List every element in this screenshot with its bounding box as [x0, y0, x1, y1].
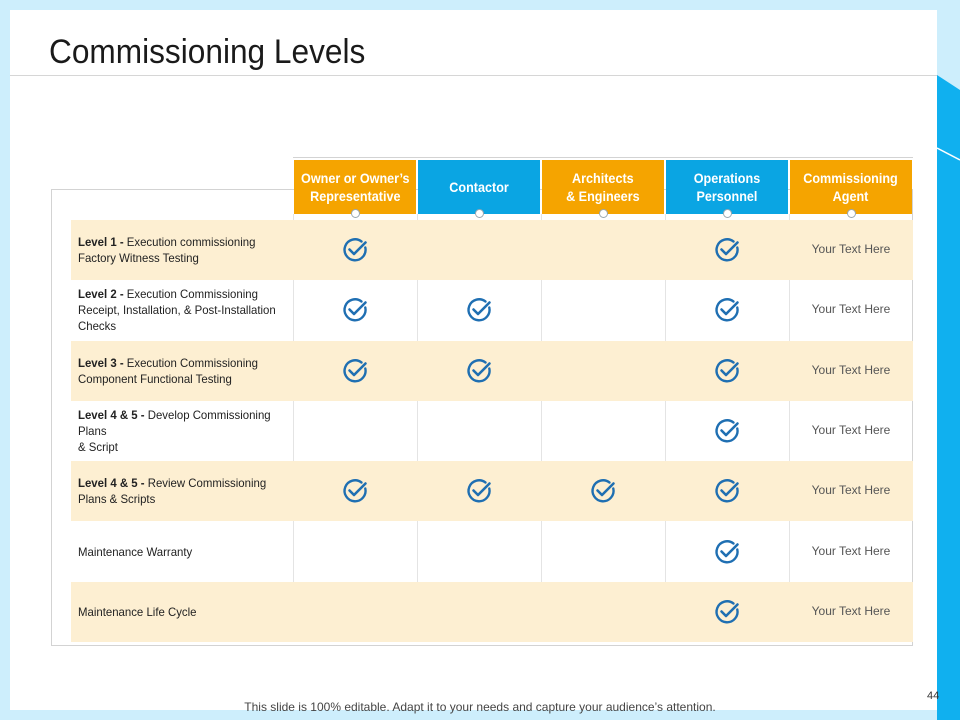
header-connector-dot: [599, 209, 608, 218]
check-icon: [713, 296, 741, 324]
column-header-architects: [542, 160, 664, 214]
check-icon: [713, 417, 741, 445]
column-header-line: Operations: [693, 170, 761, 186]
row-label: [78, 341, 288, 401]
header-top-rule: [293, 157, 913, 158]
column-header-line: Commissioning: [803, 170, 899, 186]
header-connector-dot: [723, 209, 732, 218]
check-icon: [465, 477, 493, 505]
check-icon: [341, 236, 369, 264]
row-label: [78, 461, 288, 521]
check-icon: [713, 357, 741, 385]
row-level-label: Level 4 & 5 -: [78, 476, 148, 491]
agent-cell-text: Your Text Here: [811, 603, 891, 618]
page-title: Commissioning Levels: [49, 33, 366, 71]
decorative-side-band: [937, 0, 960, 720]
check-icon: [713, 598, 741, 626]
row-label: [78, 280, 288, 340]
check-icon: [341, 357, 369, 385]
column-header-line: & Engineers: [566, 188, 640, 204]
row-description: Maintenance Warranty: [78, 544, 193, 559]
check-icon: [465, 357, 493, 385]
agent-cell-text: Your Text Here: [811, 543, 891, 558]
footer-note: This slide is 100% editable. Adapt it to your needs and capture your audience’s attention.: [244, 700, 716, 714]
agent-cell-text: Your Text Here: [811, 483, 891, 498]
row-description: Execution commissioning Factory Witness Testing: [78, 235, 256, 266]
column-header-line: Representative: [309, 188, 401, 204]
row-label: [78, 220, 288, 280]
column-header-line: Agent: [833, 188, 869, 204]
check-icon: [465, 296, 493, 324]
row-description: Review Commissioning Plans & Scripts: [78, 476, 267, 507]
row-level-label: Level 2 -: [78, 287, 127, 302]
row-label: [78, 522, 288, 582]
column-header-line: Personnel: [696, 188, 758, 204]
check-icon: [341, 296, 369, 324]
column-header-line: Architects: [572, 170, 634, 186]
row-description: Execution Commissioning Receipt, Installation, & Post-Installation Checks: [78, 287, 276, 334]
title-divider: [10, 75, 937, 76]
agent-cell-text: Your Text Here: [811, 242, 891, 257]
row-description: & Script: [78, 440, 118, 455]
check-icon: [713, 477, 741, 505]
check-icon: [713, 538, 741, 566]
row-label: [78, 401, 288, 461]
check-icon: [713, 236, 741, 264]
row-description: Develop Commissioning Plans: [78, 408, 271, 439]
row-level-label: Level 1 -: [78, 235, 127, 250]
check-icon: [589, 477, 617, 505]
column-header-agent: [790, 160, 912, 214]
row-description: Maintenance Life Cycle: [78, 604, 197, 619]
column-header-line: Contactor: [449, 179, 509, 195]
agent-cell-text: Your Text Here: [811, 423, 891, 438]
column-header-owner: [294, 160, 416, 214]
page-number: 44: [927, 690, 940, 702]
column-header-operations: [666, 160, 788, 214]
row-level-label: Level 3 -: [78, 355, 127, 370]
check-icon: [341, 477, 369, 505]
header-connector-dot: [475, 209, 484, 218]
row-label: [78, 582, 288, 642]
header-connector-dot: [847, 209, 856, 218]
column-header-contactor: [418, 160, 540, 214]
row-description: Execution Commissioning Component Functional Testing: [78, 355, 258, 386]
header-connector-dot: [351, 209, 360, 218]
agent-cell-text: Your Text Here: [811, 302, 891, 317]
column-header-line: Owner or Owner’s: [300, 170, 410, 186]
agent-cell-text: Your Text Here: [811, 362, 891, 377]
row-level-label: Level 4 & 5 -: [78, 408, 148, 423]
